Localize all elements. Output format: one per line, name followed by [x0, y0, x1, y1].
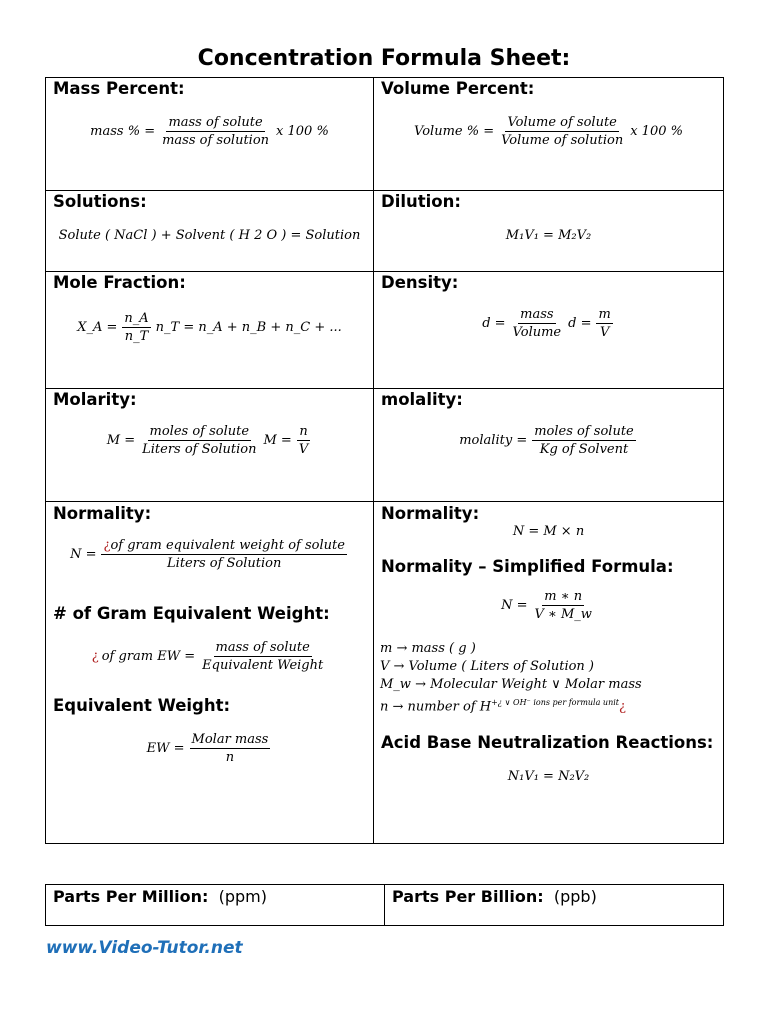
formula-lhs: d =	[482, 316, 506, 331]
normality-formula	[46, 538, 373, 571]
numerator: n_A	[124, 311, 149, 326]
solutions-heading: Solutions:	[53, 192, 147, 211]
fraction	[297, 424, 310, 457]
molality-formula	[374, 424, 723, 457]
formula-lhs: M =	[106, 433, 136, 448]
denominator: n	[225, 750, 235, 765]
definition-molar-mass: M_w → Molecular Weight ∨ Molar mass	[380, 677, 642, 692]
normality-heading: Normality:	[53, 504, 152, 523]
mass-percent-heading: Mass Percent:	[53, 79, 185, 98]
volume-percent-heading: Volume Percent:	[381, 79, 535, 98]
mole-fraction-formula	[46, 311, 373, 344]
fraction	[532, 424, 636, 457]
website-link[interactable]: www.Video-Tutor.net	[46, 938, 243, 958]
mass-percent-formula	[46, 115, 373, 148]
fraction	[101, 538, 346, 571]
formula-lhs: molality =	[459, 433, 528, 448]
numerator: Molar mass	[191, 732, 269, 747]
density-heading: Density:	[381, 273, 459, 292]
volume-percent-formula	[374, 115, 723, 148]
numerator: m	[598, 307, 611, 322]
numerator: moles of solute	[534, 424, 634, 439]
denominator: Volume	[512, 325, 562, 340]
solutions-formula: Solute ( NaCl ) + Solvent ( H 2 O ) = Solution	[58, 228, 361, 243]
numerator: mass of solute	[215, 640, 310, 655]
formula-rhs: x 100 %	[276, 124, 329, 139]
molarity-formula	[46, 424, 373, 457]
molarity-cell	[46, 389, 374, 502]
dilution-heading: Dilution:	[381, 192, 461, 211]
definition-superscript: +¿ ∨ OH⁻ ions per formula unit	[491, 698, 619, 707]
normality-right-cell	[374, 502, 724, 844]
formula-lhs: Volume % =	[414, 124, 495, 139]
fraction	[499, 115, 625, 148]
equivalent-weight-heading: Equivalent Weight:	[53, 696, 231, 715]
numerator: mass of solute	[168, 115, 263, 130]
fraction	[532, 589, 593, 622]
dilution-formula: M₁V₁ = M₂V₂	[505, 228, 592, 243]
acid-base-heading: Acid Base Neutralization Reactions:	[381, 733, 714, 753]
formula-lhs: mass % =	[90, 124, 156, 139]
denominator: V ∗ M_w	[534, 607, 592, 622]
ppm-unit: (ppm)	[218, 887, 267, 906]
numerator: m ∗ n	[544, 589, 583, 604]
page-title: Concentration Formula Sheet:	[197, 46, 571, 71]
formula-lhs: N =	[501, 598, 528, 613]
denominator: V	[298, 442, 309, 457]
ppb-cell	[385, 885, 724, 926]
normality-formula: N = M × n	[512, 524, 585, 539]
solutions-cell	[46, 191, 374, 272]
molarity-heading: Molarity:	[53, 390, 137, 409]
definition-text: n → number of H	[380, 699, 492, 715]
fraction	[190, 732, 271, 765]
molality-heading: molality:	[381, 390, 463, 409]
normality-simplified-formula	[374, 589, 723, 622]
ppm-cell	[46, 885, 385, 926]
marker: ¿	[91, 649, 99, 664]
fraction	[511, 307, 564, 340]
definition-number	[380, 694, 723, 716]
denominator: mass of solution	[162, 133, 270, 148]
denominator: Liters of Solution	[167, 556, 282, 571]
marker: ¿	[103, 538, 111, 553]
fraction	[200, 640, 325, 673]
denominator: V	[599, 325, 610, 340]
formula-lhs: M =	[263, 433, 292, 448]
variable-definitions	[374, 640, 723, 716]
formula-table	[45, 77, 724, 844]
marker: ¿	[619, 699, 626, 715]
acid-base-formula: N₁V₁ = N₂V₂	[507, 769, 590, 785]
normality-simplified-heading: Normality – Simplified Formula:	[381, 557, 674, 576]
normality-heading: Normality:	[381, 504, 480, 523]
density-cell	[374, 272, 724, 389]
density-formula	[374, 307, 723, 340]
mass-percent-cell	[46, 78, 374, 191]
fraction	[596, 307, 612, 340]
ppm-label: Parts Per Million:	[53, 887, 209, 906]
mole-fraction-heading: Mole Fraction:	[53, 273, 186, 292]
ppb-label: Parts Per Billion:	[392, 887, 544, 906]
formula-lhs: of gram EW =	[101, 649, 196, 664]
denominator: Kg of Solvent	[539, 442, 629, 457]
formula-rhs: n_T = n_A + n_B + n_C + ...	[155, 320, 342, 335]
gram-equivalent-weight-formula	[46, 640, 373, 673]
numerator: Volume of solute	[507, 115, 617, 130]
numerator: mass	[520, 307, 554, 322]
gram-equivalent-weight-heading: # of Gram Equivalent Weight:	[53, 604, 330, 623]
fraction	[122, 311, 150, 344]
numerator: n	[299, 424, 308, 439]
denominator: n_T	[124, 329, 149, 344]
numerator: moles of solute	[149, 424, 250, 439]
formula-lhs: N =	[70, 547, 97, 562]
denominator: Liters of Solution	[142, 442, 257, 457]
molality-cell	[374, 389, 724, 502]
volume-percent-cell	[374, 78, 724, 191]
fraction	[160, 115, 271, 148]
denominator: Equivalent Weight	[202, 658, 324, 673]
formula-lhs: X_A =	[77, 320, 118, 335]
formula-lhs: EW =	[146, 741, 185, 756]
ppb-unit: (ppb)	[553, 887, 597, 906]
denominator: Volume of solution	[501, 133, 624, 148]
ppm-ppb-table	[45, 884, 724, 926]
dilution-cell	[374, 191, 724, 272]
numerator-text: of gram equivalent weight of solute	[110, 538, 345, 553]
formula-rhs: x 100 %	[630, 124, 683, 139]
definition-volume: V → Volume ( Liters of Solution )	[380, 659, 594, 674]
numerator	[101, 538, 346, 555]
definition-mass: m → mass ( g )	[380, 641, 476, 656]
equivalent-weight-formula	[46, 732, 373, 765]
fraction	[140, 424, 258, 457]
normality-left-cell	[46, 502, 374, 844]
formula-lhs: d =	[568, 316, 592, 331]
mole-fraction-cell	[46, 272, 374, 389]
